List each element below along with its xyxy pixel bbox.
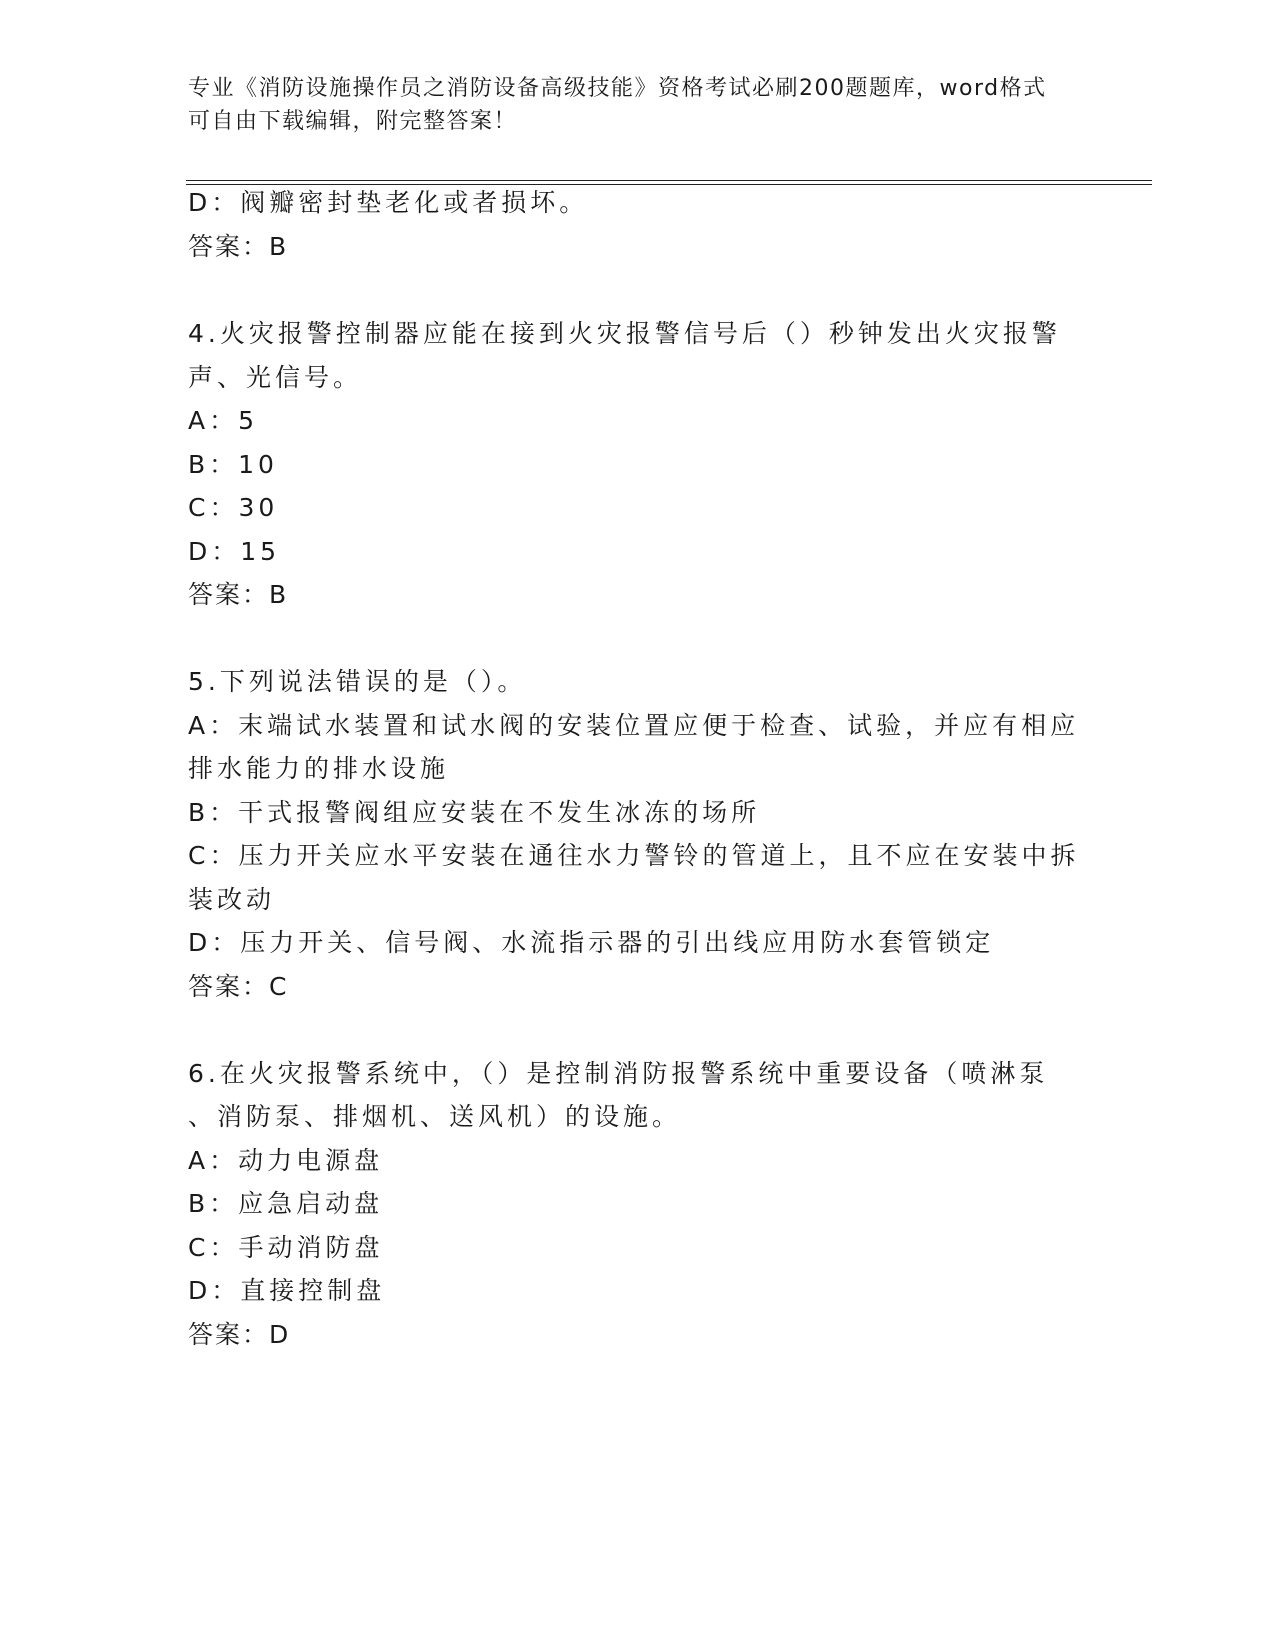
q6-option-a: A：动力电源盘 — [188, 1146, 384, 1175]
q5-answer: 答案：C — [188, 972, 289, 1001]
q6-option-c: C：手动消防盘 — [188, 1233, 384, 1262]
q4-stem-line2: 声、光信号。 — [188, 363, 363, 392]
q4-stem-line1: 4.火灾报警控制器应能在接到火灾报警信号后（）秒钟发出火灾报警 — [188, 319, 1061, 348]
header-divider-bottom — [186, 184, 1152, 185]
q5-option-c-line2: 装改动 — [188, 885, 276, 914]
header-divider-top — [186, 180, 1152, 181]
q4-option-d: D：15 — [188, 537, 281, 566]
q5-option-a-line1: A：末端试水装置和试水阀的安装位置应便于检查、试验，并应有相应 — [188, 711, 1080, 740]
q5-option-c-line1: C：压力开关应水平安装在通往水力警铃的管道上，且不应在安装中拆 — [188, 841, 1080, 870]
q3-option-d: D：阀瓣密封垫老化或者损坏。 — [188, 188, 589, 217]
q6-stem-line2: 、消防泵、排烟机、送风机）的设施。 — [188, 1102, 682, 1131]
q6-answer: 答案：D — [188, 1320, 291, 1349]
q5-option-b: B：干式报警阀组应安装在不发生冰冻的场所 — [188, 798, 761, 827]
q6-option-b: B：应急启动盘 — [188, 1189, 384, 1218]
q4-answer: 答案：B — [188, 580, 289, 609]
page-header: 专业《消防设施操作员之消防设备高级技能》资格考试必刷200题题库，word格式可自由下载编辑，附完整答案！ — [188, 76, 1047, 134]
q5-option-d: D：压力开关、信号阀、水流指示器的引出线应用防水套管锁定 — [188, 928, 995, 957]
q6-option-d: D：直接控制盘 — [188, 1276, 386, 1305]
q4-option-b: B：10 — [188, 450, 278, 479]
q6-stem-line1: 6.在火灾报警系统中，（）是控制消防报警系统中重要设备（喷淋泵 — [188, 1059, 1049, 1088]
q5-stem: 5.下列说法错误的是（）。 — [188, 667, 527, 696]
q3-answer: 答案：B — [188, 232, 289, 261]
q5-option-a-line2: 排水能力的排水设施 — [188, 754, 450, 783]
q4-option-c: C：30 — [188, 493, 279, 522]
q4-option-a: A：5 — [188, 406, 259, 435]
